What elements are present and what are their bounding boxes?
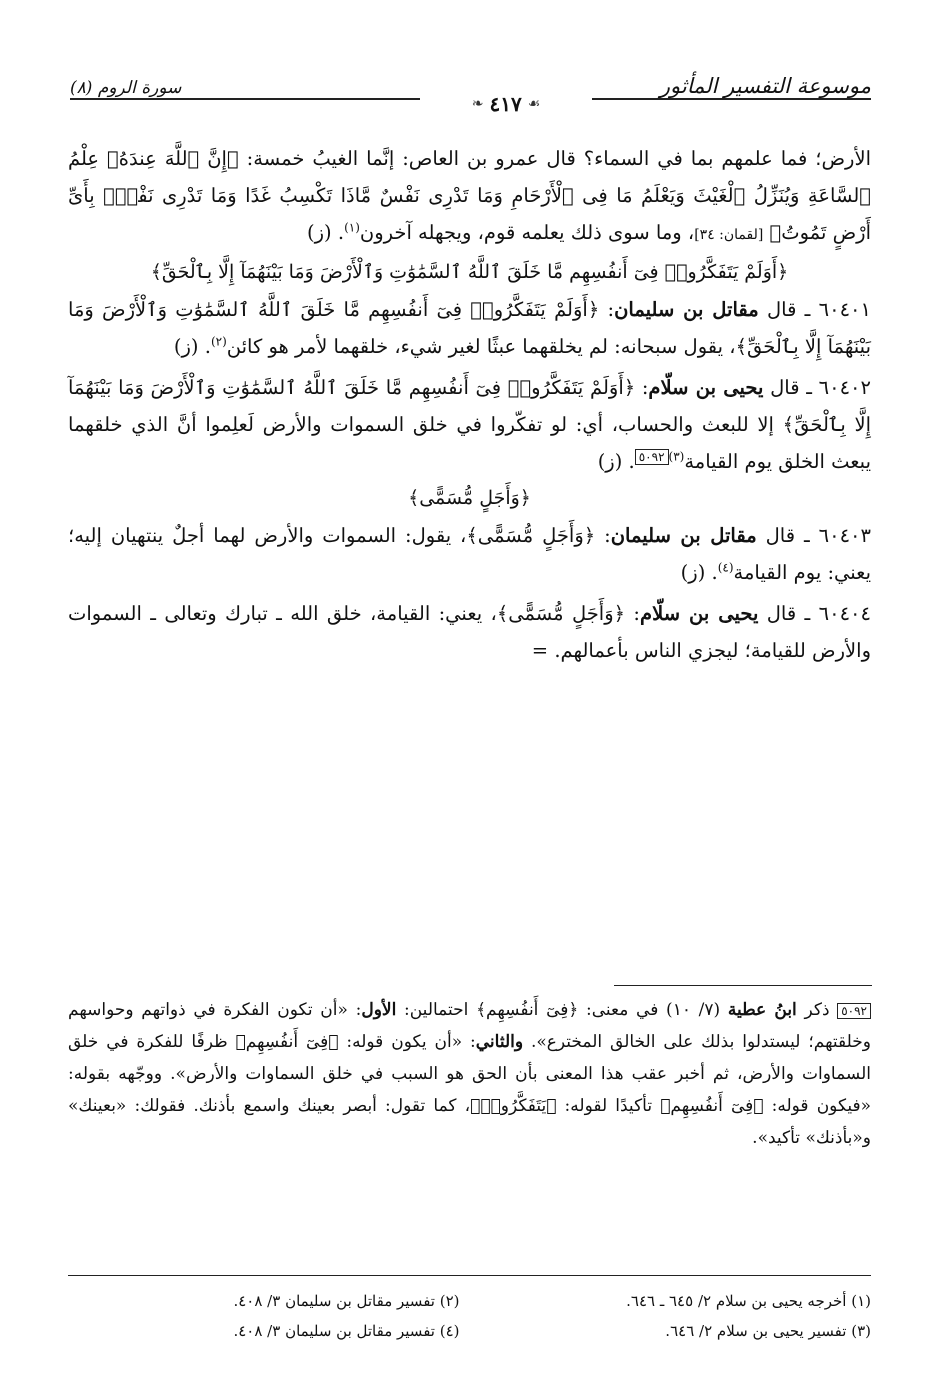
quran-quote: ﴿أَوَلَمْ يَتَفَكَّرُوا۟ فِىٓ أَنفُسِهِم مَّا خَلَقَ ٱللَّهُ ٱلسَّمَٰوَٰتِ وَٱلْأَرْضَ وَمَا بَيْنَهُمَآ إِلَّا بِٱلْحَقِّ﴾ [68, 298, 871, 358]
surah-title: سورة الروم (٨) [70, 78, 182, 98]
quran-quote: ﴿أَوَلَمْ يَتَفَكَّرُوا۟ فِىٓ أَنفُسِهِم مَّا خَلَقَ ٱللَّهُ ٱلسَّمَٰوَٰتِ وَٱلْأَرْضَ وَمَا بَيْنَهُمَآ إِلَّا بِٱلْحَقِّ﴾ [68, 376, 872, 436]
page-number: ٤١٧ [489, 92, 522, 116]
note-text: تأكيدًا لقوله: [556, 1096, 661, 1116]
footnote: (٢) تفسير مقاتل بن سليمان ٣/ ٤٠٨. [233, 1292, 460, 1310]
entry-number: ٦٠٤٠٢ ـ قال [770, 376, 871, 399]
cross-reference-box[interactable]: ٥٠٩٢ [635, 449, 669, 465]
entry-text: إلا للبعث والحساب، أي: لو تفكّروا في خلق السموات والأرض لَعلِموا أنَّ الذي خلقهما يبعث الخلق يوم القيامة [68, 413, 871, 473]
first-opinion-label: الأول [361, 1000, 397, 1020]
quran-quote: ﴿فِىٓ أَنفُسِهِم﴾ [660, 1096, 764, 1116]
narration-entry: ٦٠٤٠١ ـ قال مقاتل بن سليمان: ﴿أَوَلَمْ يَتَفَكَّرُوا۟ فِىٓ أَنفُسِهِم مَّا خَلَقَ ٱللَّهُ ٱلسَّمَٰوَٰتِ وَٱلْأَرْضَ وَمَا بَيْنَهُمَآ إِلَّا بِٱلْحَقِّ﴾، يقول سبحانه: لم يخلقهما عبثًا لغير شيء، خلقهما لأمر هو كائن$^{(٢)}$. (ز) [68, 298, 871, 358]
footnotes-divider [68, 1275, 871, 1276]
main-text [68, 140, 871, 669]
note-text: ذكر [804, 1000, 838, 1020]
source-code: . (ز) [307, 221, 345, 244]
intro-text: الأرض؛ فما علمهم بما في السماء؟ قال عمرو بن العاص: إنَّما الغيبُ خمسة: [246, 147, 871, 170]
book-title: موسوعة التفسير المأثور [659, 74, 871, 98]
source-code: . (ز) [597, 450, 635, 473]
entry-number: ٦٠٤٠١ ـ قال [766, 298, 871, 321]
quran-reference: [لقمان: ٣٤] [694, 227, 764, 243]
note-text: (٧/ ١٠) في معنى: [578, 1000, 728, 1020]
footnote-marker[interactable]: (٣) [668, 449, 685, 464]
verse-heading: ﴿أَوَلَمْ يَتَفَكَّرُوا۟ فِىٓ أَنفُسِهِم مَّا خَلَقَ ٱللَّهُ ٱلسَّمَٰوَٰتِ وَٱلْأَرْضَ وَمَا بَيْنَهُمَآ إِلَّا بِٱلْحَقِّ﴾ [150, 261, 789, 283]
footnote-marker[interactable]: (٤) [717, 560, 734, 575]
narrator-name: مقاتل بن سليمان [610, 524, 757, 547]
intro-paragraph [68, 140, 871, 254]
note-text: ظرفًا للفكرة في خلق السماوات والأرض، ثم أخبر عقب هذا المعنى بأن الحق هو السبب في خلق السماوات والأرض». ووجّهه بقوله: «فيكون قوله: [68, 1032, 872, 1116]
note-text: احتمالين: [396, 1000, 477, 1020]
quran-quote: ﴿إِنَّ ٱللَّهَ عِندَهُۥ عِلْمُ ٱلسَّاعَةِ وَيُنَزِّلُ ٱلْغَيْثَ وَيَعْلَمُ مَا فِى ٱلْأَرْحَامِ وَمَا تَدْرِى نَفْسٌ مَّاذَا تَكْسِبُ غَدًا وَمَا تَدْرِى نَفْسٌۢ بِأَىِّ أَرْضٍ تَمُوتُ﴾ [68, 147, 871, 244]
quran-quote: ﴿وَأَجَلٍ مُّسَمًّى﴾ [466, 524, 596, 547]
footnotes [68, 1286, 871, 1346]
narrator-name: يحيى بن سلّام [640, 602, 759, 625]
footnote-marker[interactable]: (١) [344, 220, 360, 235]
page-number-row [420, 92, 592, 116]
commentary-note [68, 994, 871, 1154]
quran-quote: ﴿وَأَجَلٍ مُّسَمًّى﴾ [496, 602, 626, 625]
second-opinion-label: والثاني [475, 1032, 524, 1052]
note-text: ، كما تقول: أبصر بعينك واسمع بأذنك. فقولك: «بعينك» و«بأذنك» تأكيد». [68, 1096, 871, 1148]
source-code: . (ز) [680, 561, 718, 584]
entry-text: ، يقول: السموات والأرض لهما أجلٌ ينتهيان إليه؛ يعني: يوم القيامة [68, 524, 871, 584]
narrator-name: مقاتل بن سليمان [614, 298, 759, 321]
note-text: : «أن تكون الفكرة في ذواتهم وحواسهم وخلقتهم؛ ليستدلوا بذلك على الخالق المخترع». [68, 1000, 871, 1052]
narration-entry: ٦٠٤٠٢ ـ قال يحيى بن سلّام: ﴿أَوَلَمْ يَتَفَكَّرُوا۟ فِىٓ أَنفُسِهِم مَّا خَلَقَ ٱللَّهُ ٱلسَّمَٰوَٰتِ وَٱلْأَرْضَ وَمَا بَيْنَهُمَآ إِلَّا بِٱلْحَقِّ﴾ إلا للبعث والحساب، أي: لو تفكّروا في خلق السموات والأرض لَعلِموا أنَّ الذي خلقهما يبعث الخلق يوم القيامة$^{(٣)}$٥٠٩٢. (ز) [68, 376, 872, 473]
footnote: (١) أخرجه يحيى بن سلام ٢/ ٦٤٥ ـ ٦٤٦. [626, 1292, 871, 1310]
ornament-icon: ❧ [471, 96, 484, 112]
entry-text: ، يقول سبحانه: لم يخلقهما عبثًا لغير شيء، خلقهما لأمر هو كائن [226, 335, 736, 358]
footnote-marker[interactable]: (٢) [210, 334, 227, 349]
footnote: (٤) تفسير مقاتل بن سليمان ٣/ ٤٠٨. [233, 1322, 460, 1340]
entry-text: ، يعني: القيامة، خلق الله ـ تبارك وتعالى ـ السموات والأرض للقيامة؛ ليجزي الناس بأعمالهم. = [68, 602, 871, 662]
entry-number: ٦٠٤٠٤ ـ قال [766, 602, 871, 625]
footnote: (٣) تفسير يحيى بن سلام ٢/ ٦٤٦. [665, 1322, 871, 1340]
source-code: . (ز) [173, 335, 211, 358]
note-author: ابنُ عطية [727, 1000, 797, 1020]
quran-quote: ﴿فِىٓ أَنفُسِهِم﴾ [476, 1000, 579, 1020]
entry-number: ٦٠٤٠٣ ـ قال [765, 524, 871, 547]
verse-heading: ﴿وَأَجَلٍ مُّسَمًّى﴾ [408, 487, 531, 509]
narration-entry: ٦٠٤٠٤ ـ قال يحيى بن سلّام: ﴿وَأَجَلٍ مُّسَمًّى﴾، يعني: القيامة، خلق الله ـ تبارك وتعالى ـ السموات والأرض للقيامة؛ ليجزي الناس بأعمالهم. = [68, 602, 871, 662]
ornament-icon: ☙ [527, 96, 541, 112]
quran-quote: ﴿يَتَفَكَّرُوا۟﴾ [470, 1096, 557, 1116]
intro-text-2: ، وما سوى ذلك يعلمه قوم، ويجهله آخرون [359, 221, 695, 244]
note-divider [614, 985, 872, 986]
narration-entry: ٦٠٤٠٣ ـ قال مقاتل بن سليمان: ﴿وَأَجَلٍ مُّسَمًّى﴾، يقول: السموات والأرض لهما أجلٌ ينتهيان إليه؛ يعني: يوم القيامة$^{(٤)}$. (ز) [68, 524, 871, 584]
note-text: : «أن يكون قوله: [338, 1032, 476, 1052]
quran-quote: ﴿فِىٓ أَنفُسِهِم﴾ [235, 1032, 339, 1052]
note-number-box: ٥٠٩٢ [837, 1003, 871, 1019]
narrator-name: يحيى بن سلّام [648, 376, 764, 399]
